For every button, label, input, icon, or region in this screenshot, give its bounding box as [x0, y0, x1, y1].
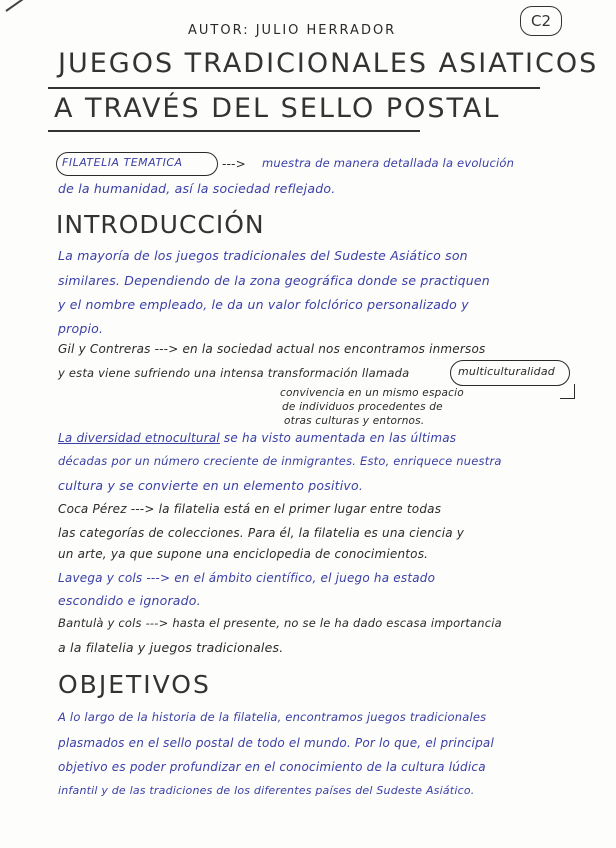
pencil-mark: [5, 0, 34, 12]
page-number-badge: C2: [520, 6, 562, 36]
intro-p3-line-2: décadas por un número creciente de inmigrantes. Esto, enriquece nuestra: [58, 454, 502, 468]
title-line-2: A TRAVÉS DEL SELLO POSTAL: [54, 93, 501, 124]
objetivos-line-1: A lo largo de la historia de la filatelia, encontramos juegos tradicionales: [58, 710, 487, 724]
filatelia-term: FILATELIA TEMATICA: [62, 156, 183, 169]
intro-p6-line-1: Bantulà y cols ---> hasta el presente, no se le ha dado escasa importancia: [58, 616, 502, 630]
introduccion-heading: INTRODUCCIÓN: [56, 210, 265, 239]
intro-p2-line-2: y esta viene sufriendo una intensa transformación llamada: [58, 366, 410, 380]
intro-p5-line-2: escondido e ignorado.: [58, 593, 201, 608]
filatelia-arrow: --->: [222, 157, 246, 171]
intro-p1-line-1: La mayoría de los juegos tradicionales del Sudeste Asiático son: [58, 248, 468, 263]
objetivos-line-2: plasmados en el sello postal de todo el mundo. Por lo que, el principal: [58, 736, 494, 750]
intro-p3-line-1-rest: se ha visto aumentada en las últimas: [219, 431, 457, 445]
title-line-1: JUEGOS TRADICIONALES ASIATICOS: [58, 48, 599, 79]
note-line-1: convivencia en un mismo espacio: [280, 387, 464, 399]
intro-p1-line-3: y el nombre empleado, le da un valor folclórico personalizado y: [58, 297, 469, 312]
intro-p6-line-2: a la filatelia y juegos tradicionales.: [58, 640, 284, 655]
intro-p4-line-2: las categorías de colecciones. Para él, la filatelia es una ciencia y: [58, 526, 465, 540]
objetivos-line-4: infantil y de las tradiciones de los diferentes países del Sudeste Asiático.: [58, 784, 475, 797]
author-line: AUTOR: JULIO HERRADOR: [188, 23, 397, 38]
filatelia-definition-1: muestra de manera detallada la evolución: [262, 156, 515, 170]
objetivos-line-3: objetivo es poder profundizar en el conocimiento de la cultura lúdica: [58, 760, 486, 774]
intro-p4-line-1: Coca Pérez ---> la filatelia está en el primer lugar entre todas: [58, 502, 442, 516]
title-rule-1: [48, 87, 540, 89]
intro-p1-line-4: propio.: [58, 321, 104, 336]
note-line-3: otras culturas y entornos.: [284, 415, 425, 427]
intro-p1-line-2: similares. Dependiendo de la zona geográfica donde se practiquen: [58, 273, 490, 288]
note-connector: [560, 384, 575, 399]
intro-p5-line-1: Lavega y cols ---> en el ámbito científico, el juego ha estado: [58, 571, 436, 585]
title-rule-2: [48, 130, 420, 132]
intro-p4-line-3: un arte, ya que supone una enciclopedia de conocimientos.: [58, 547, 429, 561]
objetivos-heading: OBJETIVOS: [58, 670, 211, 699]
diversidad-etnocultural: La diversidad etnocultural: [58, 431, 220, 445]
multiculturalidad-term: multiculturalidad: [458, 365, 555, 378]
intro-p2-line-1: Gil y Contreras ---> en la sociedad actual nos encontramos inmersos: [58, 342, 486, 356]
note-line-2: de individuos procedentes de: [282, 401, 443, 413]
intro-p3-line-1: [58, 432, 456, 444]
filatelia-definition-2: de la humanidad, así la sociedad reflejado.: [58, 181, 336, 196]
intro-p3-line-3: cultura y se convierte en un elemento positivo.: [58, 478, 364, 493]
